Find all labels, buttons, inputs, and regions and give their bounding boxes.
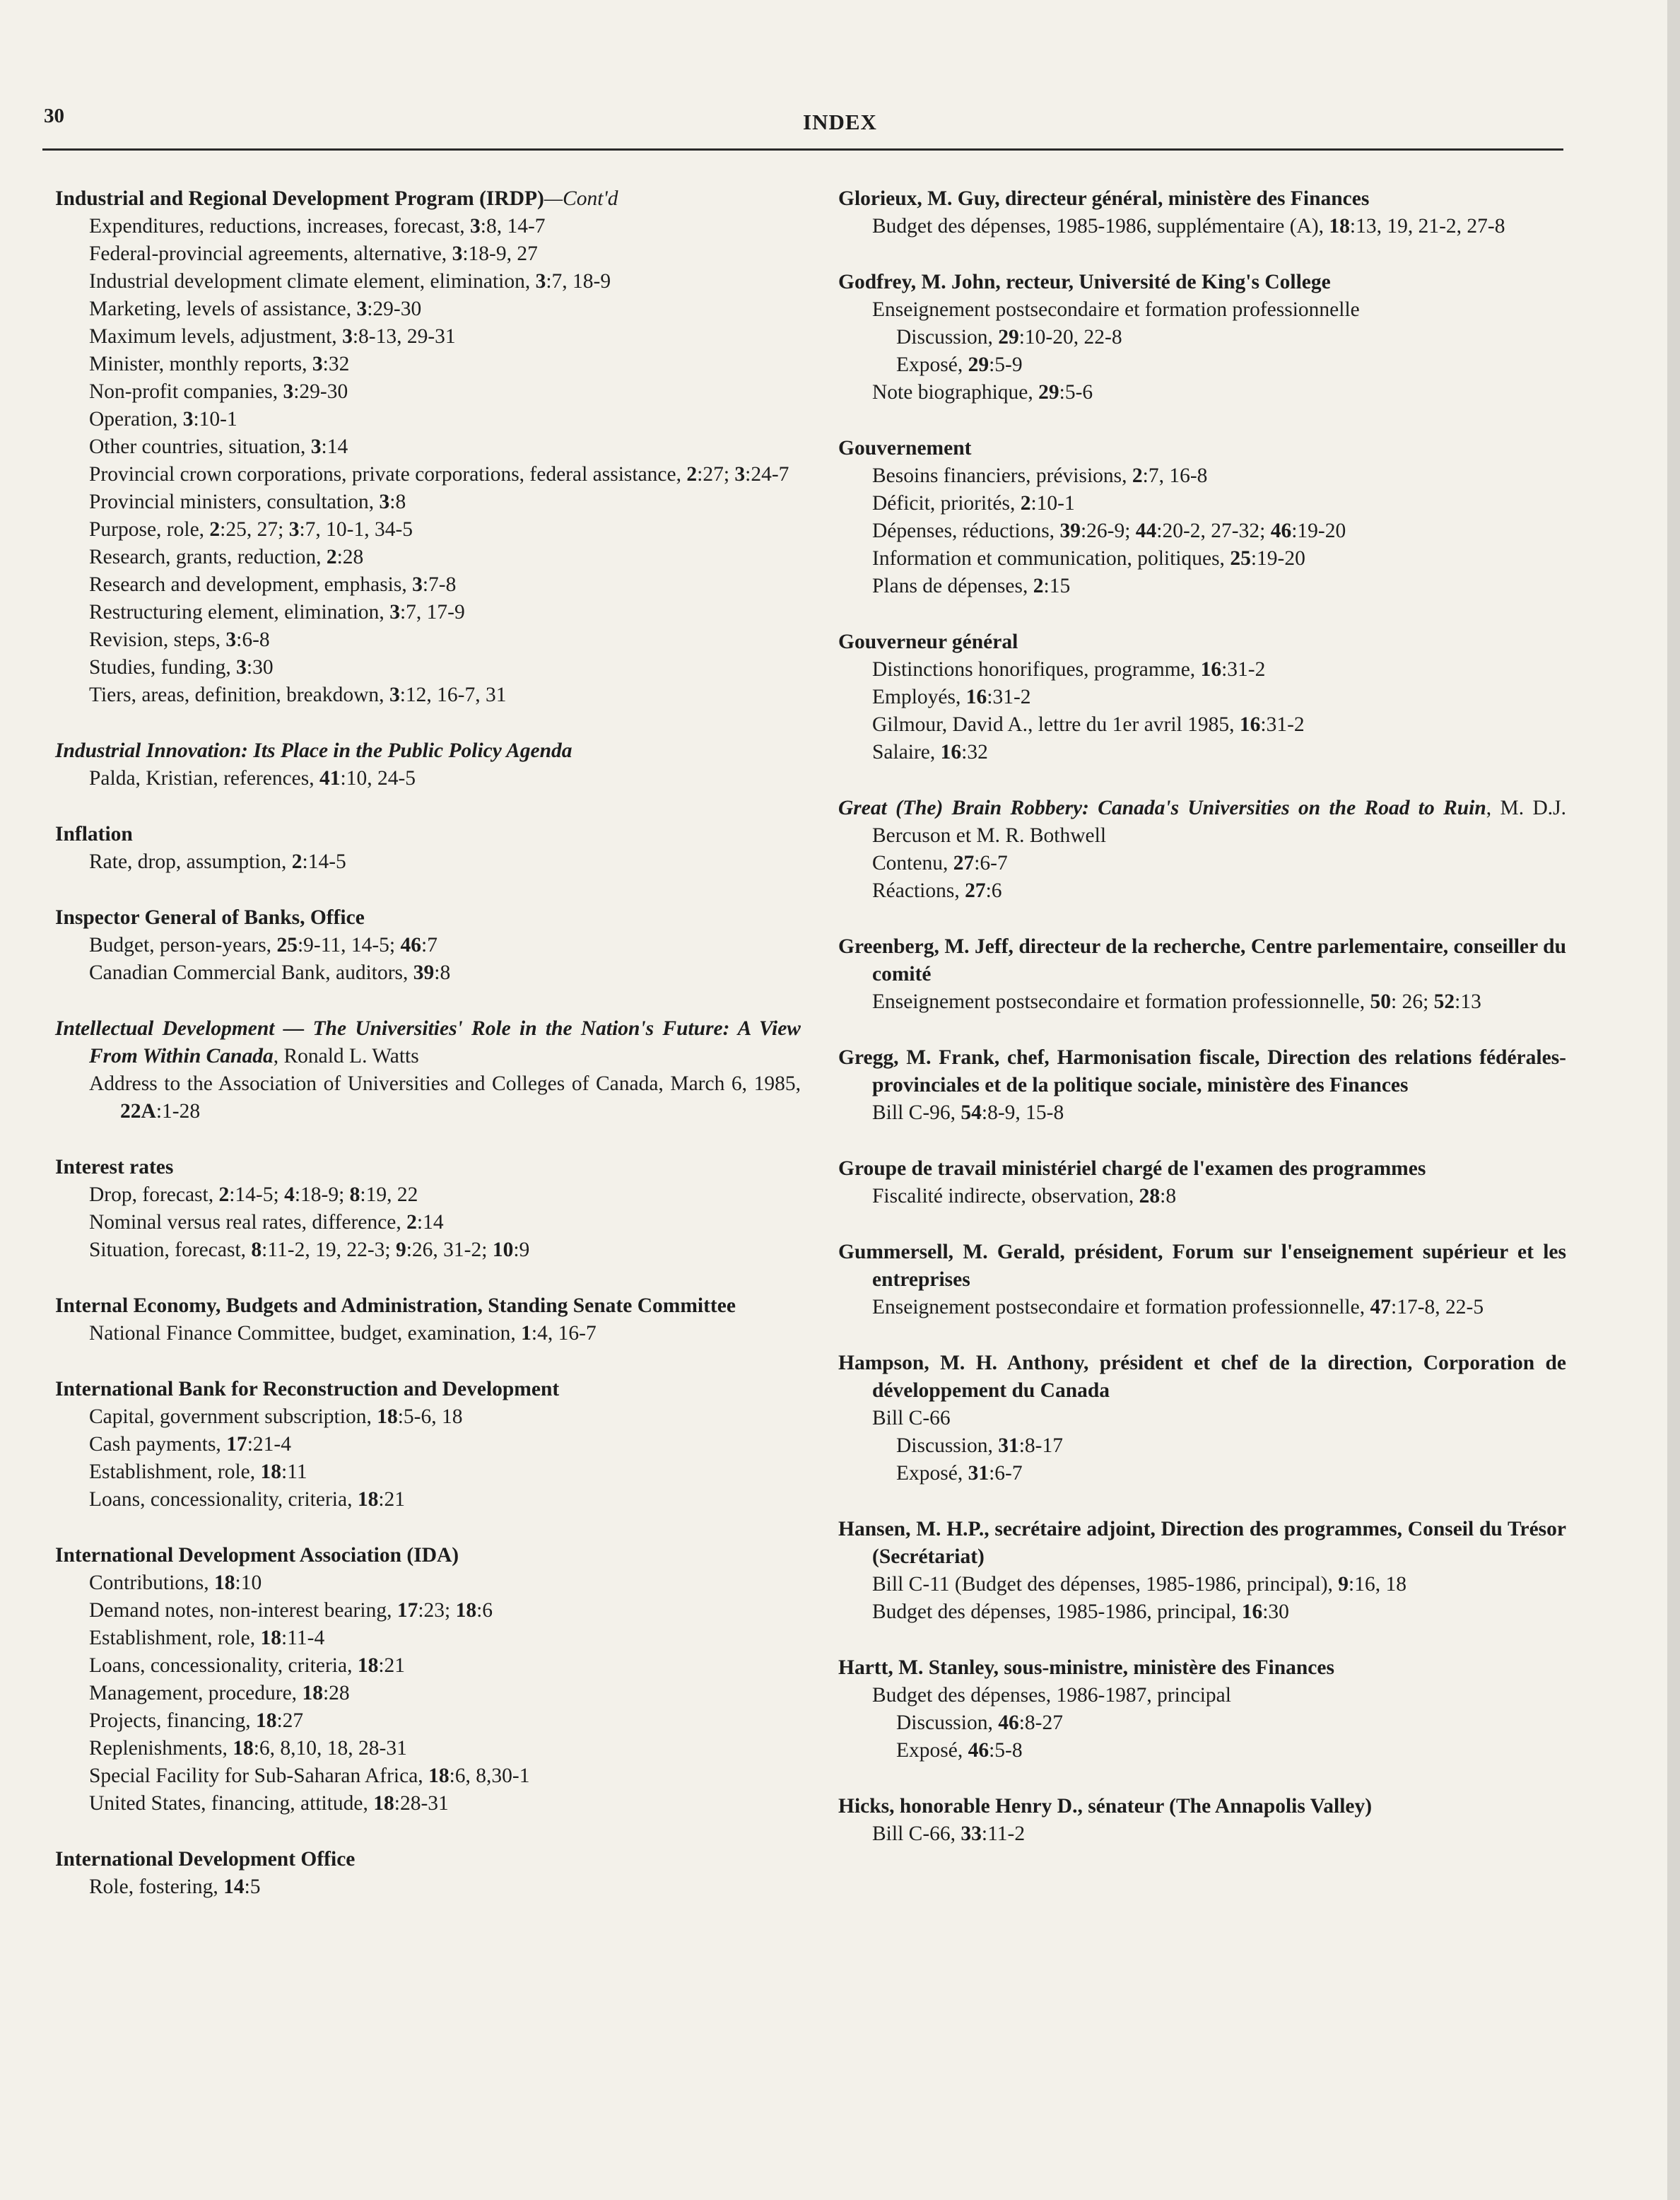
index-entry [838, 1793, 1566, 1848]
subentry: Establishment, role, 18:11 [89, 1461, 307, 1483]
subentry: Drop, forecast, 2:14-5; 4:18-9; 8:19, 22 [89, 1183, 418, 1206]
subentry: Exposé, 31:6-7 [896, 1462, 1023, 1485]
heading-text: Industrial and Regional Development Program (IRDP) [55, 187, 544, 210]
index-entry [838, 1044, 1566, 1127]
subentry: Gilmour, David A., lettre du 1er avril 1985, 16:31-2 [872, 713, 1305, 736]
entry-heading [55, 1015, 801, 1070]
subentry: Fiscalité indirecte, observation, 28:8 [872, 1185, 1177, 1207]
subentry: Expenditures, reductions, increases, forecast, 3:8, 14-7 [89, 215, 546, 238]
subentry: Exposé, 46:5-8 [896, 1739, 1023, 1762]
subentry: Non-profit companies, 3:29-30 [89, 380, 348, 403]
running-head: INDEX [803, 110, 877, 134]
entry-heading [838, 795, 1566, 850]
subentry: Provincial ministers, consultation, 3:8 [89, 491, 406, 513]
subentry: Situation, forecast, 8:11-2, 19, 22-3; 9:26, 31-2; 10:9 [89, 1239, 530, 1261]
index-entry [838, 269, 1566, 406]
subentry: Establishment, role, 18:11-4 [89, 1627, 325, 1649]
subentry: Palda, Kristian, references, 41:10, 24-5 [89, 767, 416, 790]
index-entry [838, 1239, 1566, 1321]
subentry: Special Facility for Sub-Saharan Africa, 18:6, 8,30-1 [89, 1765, 530, 1787]
index-entry [55, 737, 801, 792]
subentry: Other countries, situation, 3:14 [89, 435, 348, 458]
subentry: Nominal versus real rates, difference, 2:14 [89, 1211, 444, 1234]
subentry: National Finance Committee, budget, examination, 1:4, 16-7 [89, 1322, 597, 1345]
subentry: Discussion, 46:8-27 [896, 1712, 1064, 1734]
index-entry [838, 933, 1566, 1016]
entry-heading: Hansen, M. H.P., secrétaire adjoint, Direction des programmes, Conseil du Trésor (Secrétariat) [838, 1518, 1566, 1568]
subentry: Bill C-11 (Budget des dépenses, 1985-1986, principal), 9:16, 18 [872, 1573, 1406, 1596]
subentry: Provincial crown corporations, private corporations, federal assistance, 2:27; 3:24-7 [89, 463, 789, 486]
heading-text: Intellectual Development — The Universities' Role in the Nation's Future: A View From Within Canada [55, 1017, 801, 1067]
header-rule [42, 148, 1563, 151]
entry-heading: Hartt, M. Stanley, sous-ministre, ministère des Finances [838, 1656, 1334, 1679]
left-column [55, 185, 801, 1929]
index-entry [838, 795, 1566, 905]
subentry: Canadian Commercial Bank, auditors, 39:8 [89, 961, 451, 984]
subentry: Minister, monthly reports, 3:32 [89, 353, 350, 375]
subentry: Research and development, emphasis, 3:7-8 [89, 573, 457, 596]
index-entry [838, 1350, 1566, 1487]
index-entry [55, 1154, 801, 1264]
entry-heading: Gouvernement [838, 437, 972, 460]
subentry: Besoins financiers, prévisions, 2:7, 16-8 [872, 464, 1208, 487]
subentry: Déficit, priorités, 2:10-1 [872, 492, 1075, 515]
heading-text: Great (The) Brain Robbery: Canada's Universities on the Road to Ruin [838, 797, 1486, 819]
index-entry [838, 435, 1566, 600]
index-entry [838, 1654, 1566, 1765]
heading-suffix: —Cont'd [544, 187, 618, 210]
page-number: 30 [44, 105, 64, 127]
index-entry [55, 904, 801, 987]
subentry: Management, procedure, 18:28 [89, 1682, 350, 1704]
subentry: Plans de dépenses, 2:15 [872, 575, 1071, 597]
entry-heading [55, 185, 801, 213]
index-entry [55, 1015, 801, 1125]
entry-heading: Hicks, honorable Henry D., sénateur (The Annapolis Valley) [838, 1795, 1373, 1818]
page-edge-shadow [1667, 0, 1680, 2200]
entry-heading: Hampson, M. H. Anthony, président et chef de la direction, Corporation de développement du Canada [838, 1352, 1566, 1402]
subentry: Bill C-96, 54:8-9, 15-8 [872, 1101, 1064, 1124]
subentry: Contenu, 27:6-7 [872, 852, 1008, 874]
subentry: Contributions, 18:10 [89, 1572, 262, 1594]
index-entry [55, 1292, 801, 1347]
subentry: Salaire, 16:32 [872, 741, 988, 763]
subentry: Cash payments, 17:21-4 [89, 1433, 291, 1456]
entry-heading: Internal Economy, Budgets and Administration, Standing Senate Committee [55, 1294, 736, 1317]
subentry: Budget des dépenses, 1985-1986, principal, 16:30 [872, 1601, 1289, 1623]
entry-heading: Groupe de travail ministériel chargé de l'examen des programmes [838, 1157, 1426, 1180]
subentry: Bill C-66, 33:11-2 [872, 1822, 1026, 1845]
subentry: Budget, person-years, 25:9-11, 14-5; 46:7 [89, 934, 437, 956]
entry-heading: Gummersell, M. Gerald, président, Forum sur l'enseignement supérieur et les entreprises [838, 1241, 1566, 1291]
subentry: Replenishments, 18:6, 8,10, 18, 28-31 [89, 1737, 407, 1760]
subentry: Enseignement postsecondaire et formation professionnelle [872, 298, 1360, 321]
subentry: Exposé, 29:5-9 [896, 353, 1023, 376]
entry-heading: Inflation [55, 823, 133, 846]
subentry: Discussion, 31:8-17 [896, 1434, 1064, 1457]
index-entry [838, 628, 1566, 766]
entry-heading: Gregg, M. Frank, chef, Harmonisation fiscale, Direction des relations fédérales-provinciales et de la politique sociale, ministère des Finances [838, 1046, 1566, 1096]
entry-heading: Inspector General of Banks, Office [55, 906, 365, 929]
entry-heading: International Development Office [55, 1848, 356, 1871]
index-entry [838, 1516, 1566, 1626]
subentry: Budget des dépenses, 1986-1987, principal [872, 1684, 1231, 1707]
subentry: Studies, funding, 3:30 [89, 656, 274, 679]
subentry: Tiers, areas, definition, breakdown, 3:12, 16-7, 31 [89, 684, 507, 706]
heading-suffix: , M. D.J. Bercuson et M. R. Bothwell [872, 797, 1566, 847]
entry-heading: International Bank for Reconstruction and Development [55, 1378, 560, 1400]
subentry: Role, fostering, 14:5 [89, 1876, 261, 1898]
subentry: Federal-provincial agreements, alternative, 3:18-9, 27 [89, 242, 538, 265]
subentry: Discussion, 29:10-20, 22-8 [896, 326, 1122, 349]
index-entry [838, 1155, 1566, 1210]
subentry: Purpose, role, 2:25, 27; 3:7, 10-1, 34-5 [89, 518, 413, 541]
subentry: Operation, 3:10-1 [89, 408, 237, 431]
index-entry [55, 1376, 801, 1514]
subentry: Note biographique, 29:5-6 [872, 381, 1093, 404]
entry-heading: Industrial Innovation: Its Place in the Public Policy Agenda [55, 739, 572, 762]
subentry: Demand notes, non-interest bearing, 17:23; 18:6 [89, 1599, 493, 1622]
subentry: Maximum levels, adjustment, 3:8-13, 29-31 [89, 325, 456, 348]
index-entry [55, 821, 801, 876]
subentry: Dépenses, réductions, 39:26-9; 44:20-2, 27-32; 46:19-20 [872, 520, 1346, 542]
subentry: Budget des dépenses, 1985-1986, supplémentaire (A), 18:13, 19, 21-2, 27-8 [872, 215, 1505, 238]
subentry: Revision, steps, 3:6-8 [89, 628, 270, 651]
index-entry [55, 185, 801, 709]
subentry: Bill C-66 [872, 1407, 951, 1429]
entry-heading: Greenberg, M. Jeff, directeur de la recherche, Centre parlementaire, conseiller du comité [838, 935, 1566, 985]
entry-heading: Interest rates [55, 1156, 174, 1178]
right-column [838, 185, 1566, 1876]
subentry: Réactions, 27:6 [872, 879, 1002, 902]
subentry: Information et communication, politiques, 25:19-20 [872, 547, 1305, 570]
entry-heading: Glorieux, M. Guy, directeur général, ministère des Finances [838, 187, 1370, 210]
subentry: Enseignement postsecondaire et formation professionnelle, 47:17-8, 22-5 [872, 1296, 1484, 1318]
subentry: Rate, drop, assumption, 2:14-5 [89, 850, 346, 873]
entry-heading: Gouverneur général [838, 631, 1018, 653]
subentry: Address to the Association of Universities and Colleges of Canada, March 6, 1985, 22A:1-28 [89, 1072, 801, 1123]
index-entry [55, 1846, 801, 1901]
subentry: Restructuring element, elimination, 3:7, 17-9 [89, 601, 465, 624]
subentry: Employés, 16:31-2 [872, 686, 1031, 708]
entry-heading: International Development Association (IDA) [55, 1544, 459, 1567]
subentry: United States, financing, attitude, 18:28-31 [89, 1792, 449, 1815]
subentry: Industrial development climate element, elimination, 3:7, 18-9 [89, 270, 611, 293]
index-entry [838, 185, 1566, 240]
subentry: Distinctions honorifiques, programme, 16:31-2 [872, 658, 1266, 681]
heading-suffix: , Ronald L. Watts [273, 1045, 419, 1067]
subentry: Marketing, levels of assistance, 3:29-30 [89, 298, 422, 320]
subentry: Projects, financing, 18:27 [89, 1709, 304, 1732]
subentry: Capital, government subscription, 18:5-6, 18 [89, 1405, 463, 1428]
subentry: Research, grants, reduction, 2:28 [89, 546, 364, 568]
subentry: Loans, concessionality, criteria, 18:21 [89, 1488, 406, 1511]
entry-heading: Godfrey, M. John, recteur, Université de King's College [838, 271, 1331, 293]
index-entry [55, 1542, 801, 1818]
subentry: Enseignement postsecondaire et formation professionnelle, 50: 26; 52:13 [872, 990, 1481, 1013]
subentry: Loans, concessionality, criteria, 18:21 [89, 1654, 406, 1677]
